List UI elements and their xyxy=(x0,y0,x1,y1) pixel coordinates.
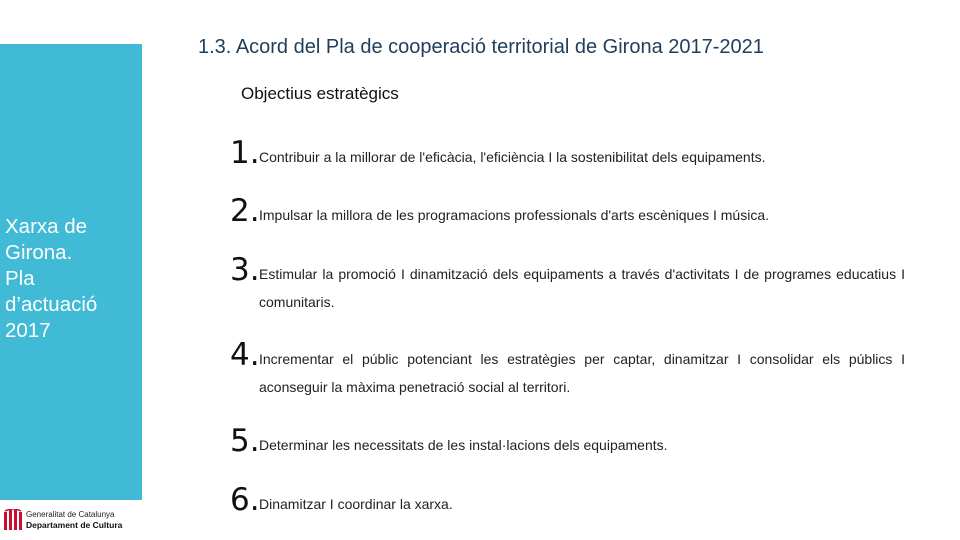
objective-number: 2. xyxy=(230,193,260,229)
objective-text: Determinar les necessitats de les instal·lacions dels equipaments. xyxy=(259,437,668,453)
logo-text-department: Departament de Cultura xyxy=(26,520,123,530)
page-title: 1.3. Acord del Pla de cooperació territorial de Girona 2017-2021 xyxy=(198,36,764,58)
objective-number: 4. xyxy=(230,337,260,373)
objective-number: 5. xyxy=(230,423,260,459)
objective-text: Dinamitzar I coordinar la xarxa. xyxy=(259,496,453,512)
objective-number: 3. xyxy=(230,252,260,288)
sidebar-title: Xarxa de Girona. Pla d’actuació 2017 xyxy=(5,215,98,342)
objective-number: 1. xyxy=(230,135,260,171)
objective-text: Impulsar la millora de les programacions professionals d'arts escèniques I música. xyxy=(259,207,770,223)
page-subtitle: Objectius estratègics xyxy=(241,84,399,103)
objective-text: Contribuir a la millorar de l'eficàcia, l'eficiència I la sostenibilitat dels equipaments. xyxy=(259,149,766,165)
objective-number: 6. xyxy=(230,482,260,518)
objective-text: Incrementar el públic potenciant les estratègies per captar, dinamitzar I consolidar els públics I aconseguir la màxima penetració social al territori. xyxy=(259,351,905,395)
objective-text: Estimular la promoció I dinamització dels equipaments a través d'activitats I de programes educatius I comunitaris. xyxy=(259,266,905,310)
logo-text-generalitat: Generalitat de Catalunya xyxy=(26,510,115,519)
